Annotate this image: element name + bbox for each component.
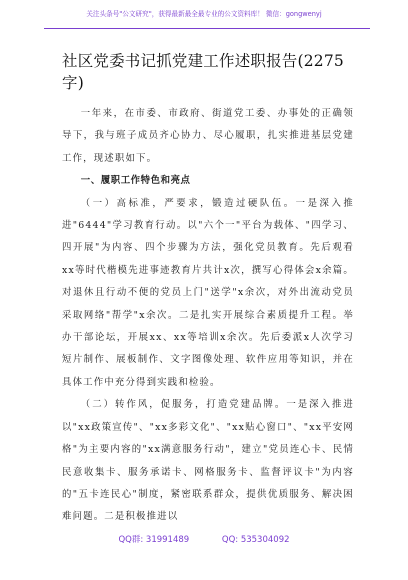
footer xyxy=(0,534,408,546)
header-banner: 关注头条号"公文研究"，获得最新最全最专业的公文资料库！ 微信：gongwenyj xyxy=(86,10,322,18)
header-divider xyxy=(44,28,370,29)
intro-paragraph: 一年来，在市委、市政府、街道党工委、办事处的正确领导下，我与班子成员齐心协力、尽心履职，扎实推进基层党建工作，现述职如下。 xyxy=(62,108,354,164)
document-title: 社区党委书记抓党建工作述职报告(2275字) xyxy=(62,52,344,92)
body-paragraph: （一）高标准，严要求，锻造过硬队伍。一是深入推进"6444"学习教育行动。以"六个一"平台为载体、"四学习、四开展"为内容、四个步骤为方法，强化党员教育。先后观看xx等时代楷模先进事迹教育片共计x次，撰写心得体会x余篇。对退休且行动不便的党员上门"送学"x余次，对外出流动党员采取网络"帮学"x余次。二是扎实开展综合素质提升工程。举办干部论坛，开展xx、xx等培训x余次。先后委派x人次学习短片制作、展板制作、文字图像处理、软件应用等知识，并在具体工作中充分得到实践和检验。 xyxy=(62,197,354,388)
footer-qq-group: QQ群: 31991489 xyxy=(118,535,190,545)
document-body xyxy=(62,103,354,529)
body-paragraph: （二）转作风，促服务，打造党建品牌。一是深入推进以"xx政策宣传"、"xx多彩文化"、"xx贴心窗口"、"xx平安网格"为主要内容的"xx满意服务行动"，建立"党员连心卡、民情民意收集卡、服务承诺卡、网格服务卡、监督评议卡"为内容的"五卡连民心"制度，紧密联系群众，提供优质服务、解决困难问题。二是积极推进以 xyxy=(62,399,354,523)
footer-qq: QQ: 535304092 xyxy=(221,535,290,545)
section-heading: 一、履职工作特色和亮点 xyxy=(80,175,191,187)
